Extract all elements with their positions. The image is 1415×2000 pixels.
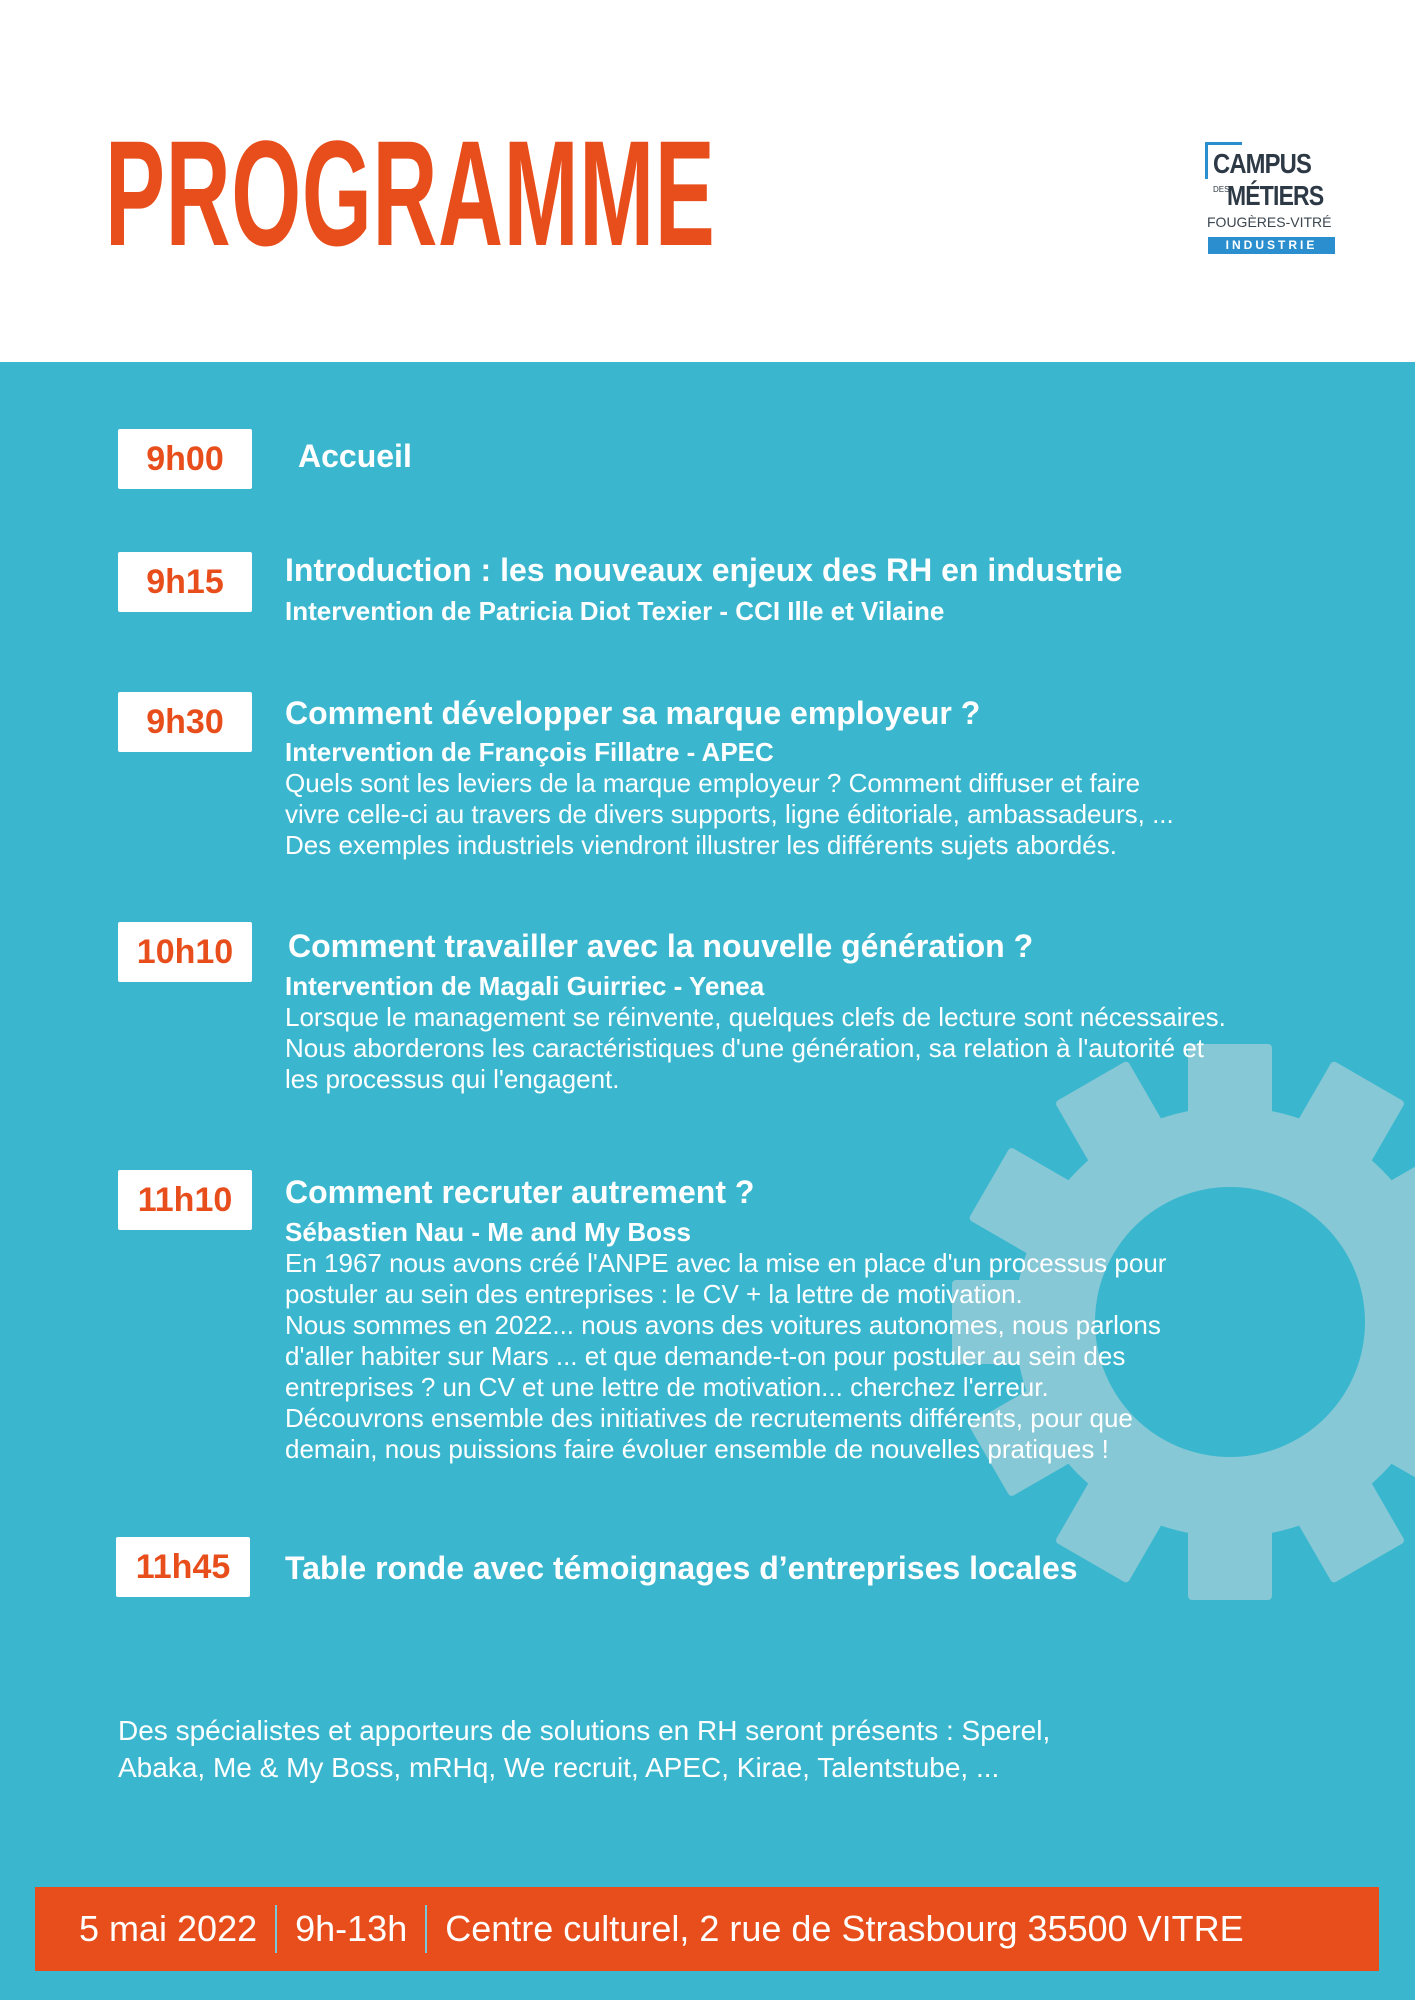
time-badge: 9h15 [118, 552, 252, 612]
description-line: En 1967 nous avons créé l'ANPE avec la mise en place d'un processus pour [285, 1248, 1167, 1278]
description-line: Nous aborderons les caractéristiques d'une génération, sa relation à l'autorité et [285, 1033, 1205, 1063]
programme-panel [0, 362, 1415, 2000]
campus-logo [1205, 142, 1335, 260]
divider [275, 1905, 277, 1953]
description-line: postuler au sein des entreprises : le CV + la lettre de motivation. [285, 1279, 1023, 1309]
time-badge: 9h00 [118, 429, 252, 489]
item-title: Comment travailler avec la nouvelle génération ? [288, 928, 1034, 964]
item-title: Accueil [298, 438, 412, 474]
event-location: Centre culturel, 2 rue de Strasbourg 35500 VITRE [445, 1908, 1244, 1949]
item-speaker: Intervention de Magali Guirriec - Yenea [285, 971, 765, 1001]
description-line: vivre celle-ci au travers de divers supports, ligne éditoriale, ambassadeurs, ... [285, 799, 1174, 829]
time-badge: 10h10 [118, 922, 252, 982]
description-line: d'aller habiter sur Mars ... et que demande-t-on pour postuler au sein des [285, 1341, 1126, 1371]
item-title: Comment développer sa marque employeur ? [285, 695, 981, 731]
item-description [285, 1002, 1226, 1095]
logo-line-metiers: MÉTIERS [1227, 180, 1324, 211]
event-date: 5 mai 2022 [79, 1908, 258, 1949]
logo-des: DES [1213, 185, 1230, 194]
item-title: Comment recruter autrement ? [285, 1174, 755, 1210]
item-speaker: Intervention de Patricia Diot Texier - CCI Ille et Vilaine [285, 596, 945, 626]
event-hours: 9h-13h [295, 1908, 408, 1949]
specialists-line: Des spécialistes et apporteurs de solutions en RH seront présents : Sperel, [118, 1715, 1051, 1746]
description-line: Lorsque le management se réinvente, quelques clefs de lecture sont nécessaires. [285, 1002, 1226, 1032]
item-title: Table ronde avec témoignages d’entreprises locales [285, 1550, 1078, 1586]
page-title: PROGRAMME [105, 109, 716, 277]
description-line: entreprises ? un CV et une lettre de motivation... cherchez l'erreur. [285, 1372, 1049, 1402]
logo-line-industrie: INDUSTRIE [1208, 237, 1335, 254]
time-badge: 9h30 [118, 692, 252, 752]
item-description [285, 1248, 1166, 1465]
description-line: Des exemples industriels viendront illustrer les différents sujets abordés. [285, 830, 1117, 860]
event-info-bar [35, 1887, 1379, 1971]
divider [425, 1905, 427, 1953]
description-line: demain, nous puissions faire évoluer ensemble de nouvelles pratiques ! [285, 1434, 1109, 1464]
description-line: Quels sont les leviers de la marque employeur ? Comment diffuser et faire [285, 768, 1141, 798]
specialists-line: Abaka, Me & My Boss, mRHq, We recruit, APEC, Kirae, Talentstube, ... [118, 1752, 1000, 1783]
description-line: les processus qui l'engagent. [285, 1064, 620, 1094]
item-description [285, 768, 1174, 861]
header [0, 0, 1415, 362]
item-speaker: Intervention de François Fillatre - APEC [285, 737, 774, 767]
time-badge: 11h45 [116, 1537, 250, 1597]
item-speaker: Sébastien Nau - Me and My Boss [285, 1217, 691, 1247]
specialists-note [118, 1712, 1050, 1786]
logo-line-location: FOUGÈRES-VITRÉ [1207, 214, 1332, 230]
description-line: Découvrons ensemble des initiatives de recrutements différents, pour que [285, 1403, 1133, 1433]
description-line: Nous sommes en 2022... nous avons des voitures autonomes, nous parlons [285, 1310, 1161, 1340]
item-title: Introduction : les nouveaux enjeux des RH en industrie [285, 552, 1123, 588]
logo-line-campus: CAMPUS [1213, 148, 1312, 179]
time-badge: 11h10 [118, 1170, 252, 1230]
